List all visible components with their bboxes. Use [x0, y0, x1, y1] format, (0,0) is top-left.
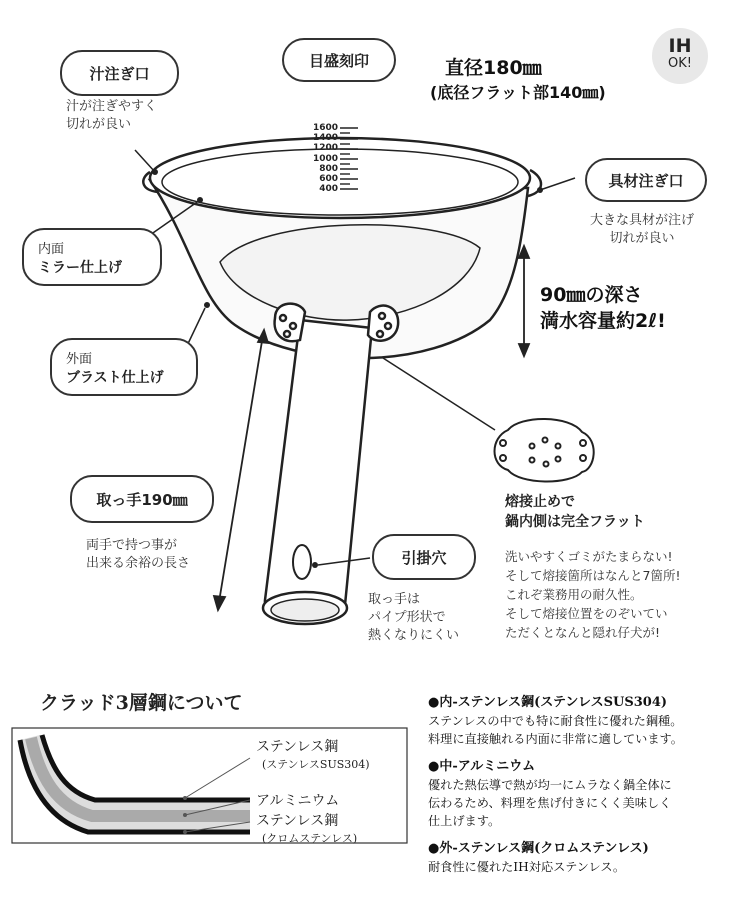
ih-ok-badge	[652, 28, 708, 84]
scale-tick-label: 800	[319, 163, 338, 174]
scale-callout	[282, 38, 396, 82]
clad-layer-top-sub: (ステンレスSUS304)	[262, 758, 370, 771]
diameter-sub-label: (底径フラット部140㎜)	[430, 83, 606, 102]
hang-hole-title: 引掛穴	[401, 548, 447, 567]
spout-title: 汁注ぎ口	[89, 64, 150, 83]
handle-length-callout	[70, 475, 214, 523]
explanation-line: 耐食性に優れたIH対応ステンレス。	[428, 860, 626, 874]
handle-length-desc-line1: 両手で持つ事が	[86, 538, 178, 553]
clad-layer-bottom-name: ステンレス鋼	[256, 813, 339, 829]
ingredient-spout-desc-line1: 大きな具材が注げ	[589, 213, 694, 228]
explanation-line: 料理に直接触れる内面に非常に適しています。	[428, 732, 683, 746]
spout-desc-line2: 切れが良い	[66, 117, 132, 132]
weld-desc-line: これぞ業務用の耐久性。	[505, 587, 643, 602]
explanation-line: 優れた熱伝導で熱が均一にムラなく鍋全体に	[428, 778, 672, 792]
explanation-inner-heading: ●内-ステンレス鋼(ステンレスSUS304)	[428, 695, 668, 710]
depth-arrow	[519, 246, 529, 356]
scale-title: 目盛刻印	[308, 51, 369, 70]
ingredient-spout-desc-line2: 切れが良い	[609, 231, 675, 246]
inner-finish-callout	[22, 228, 162, 286]
capacity-label: 満水容量約2ℓ!	[540, 310, 666, 332]
scale-tick-label: 1200	[312, 143, 338, 154]
hang-hole-desc-line2: パイプ形状で	[368, 610, 446, 625]
weld-title-line1: 熔接止めで	[505, 494, 575, 510]
handle-length-desc	[86, 537, 190, 573]
handle-length-arrow	[214, 330, 268, 610]
hang-hole-desc-line1: 取っ手は	[368, 592, 421, 607]
inner-finish-line1: 内面	[38, 241, 65, 257]
depth-label: 90㎜の深さ	[540, 284, 643, 306]
weld-desc-line: そして熔接箇所はなんと7箇所!	[505, 568, 681, 583]
scale-tick-label: 1600	[312, 123, 338, 133]
ih-badge-line1: IH	[668, 35, 692, 57]
clad-layer-middle: アルミニウム	[256, 793, 340, 809]
scale-tick-labels	[300, 123, 338, 194]
ingredient-spout-title: 具材注ぎ口	[608, 171, 684, 190]
outer-finish-line1: 外面	[66, 351, 93, 367]
weld-desc-line: ただくとなんと隠れ仔犬が!	[505, 625, 661, 640]
explanation-outer-heading: ●外-ステンレス鋼(クロムステンレス)	[428, 841, 649, 856]
weld-desc-line: そして熔接位置をのぞいてい	[505, 606, 668, 621]
inner-finish-line2: ミラー仕上げ	[38, 259, 122, 276]
clad-layer-bottom-sub: (クロムステンレス)	[262, 832, 358, 845]
explanation-inner	[428, 694, 746, 748]
explanation-middle	[428, 758, 746, 830]
weld-desc	[505, 547, 680, 642]
explanation-line: 伝わるため、料理を焦げ付きにくく美味しく	[428, 796, 672, 810]
spout-desc	[66, 98, 157, 134]
ih-badge-line2: OK!	[668, 56, 692, 71]
ingredient-spout-desc	[586, 212, 698, 248]
scale-tick-label: 400	[319, 184, 338, 195]
hang-hole-callout	[372, 534, 476, 580]
explanation-middle-heading: ●中-アルミニウム	[428, 759, 536, 774]
clad-layer-bottom	[256, 812, 357, 848]
clad-layer-top	[256, 738, 370, 774]
weld-title	[505, 492, 645, 532]
handle-length-desc-line2: 出来る余裕の長さ	[86, 556, 191, 571]
scale-tick-label: 600	[319, 174, 338, 185]
scale-tick-label: 1000	[312, 153, 338, 164]
hang-hole-desc-line3: 熱くなりにくい	[368, 628, 460, 643]
weld-plate-icon	[495, 419, 594, 482]
outer-finish-callout	[50, 338, 198, 396]
scale-tick-label: 1400	[312, 133, 338, 144]
explanation-line: ステンレスの中でも特に耐食性に優れた鋼種。	[428, 714, 683, 728]
weld-desc-line: 洗いやすくゴミがたまらない!	[505, 549, 673, 564]
explanation-line: 仕上げます。	[428, 814, 501, 828]
clad-layer-top-name: ステンレス鋼	[256, 739, 339, 755]
hang-hole-desc	[368, 591, 459, 645]
spout-callout	[60, 50, 179, 96]
handle-length-title: 取っ手190㎜	[96, 490, 188, 509]
weld-title-line2: 鍋内側は完全フラット	[505, 514, 645, 530]
clad-heading: クラッド3層鋼について	[40, 692, 243, 714]
outer-finish-line2: ブラスト仕上げ	[66, 369, 164, 386]
diameter-label: 直径180㎜	[445, 57, 542, 79]
spout-desc-line1: 汁が注ぎやすく	[66, 99, 158, 114]
ingredient-spout-callout	[585, 158, 707, 202]
explanation-outer	[428, 840, 746, 876]
